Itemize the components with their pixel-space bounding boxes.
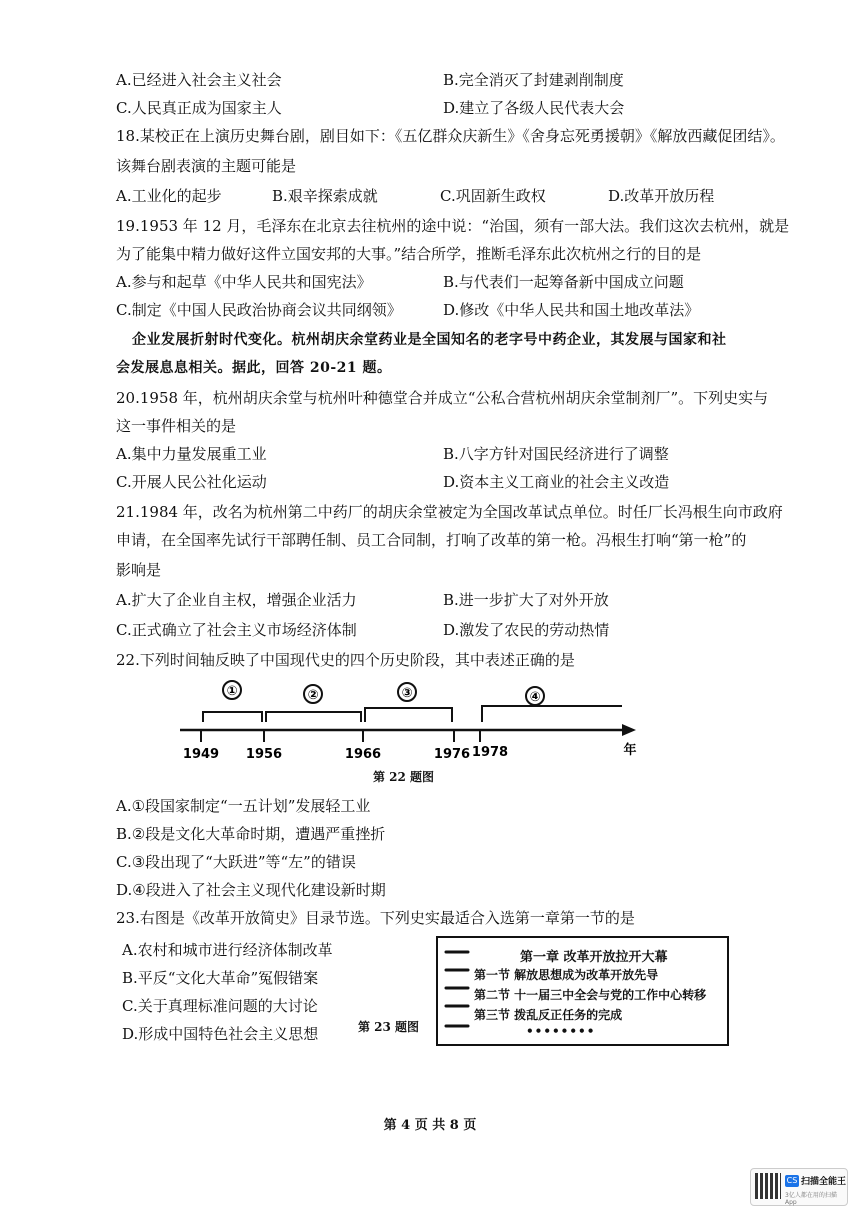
- stage-3-label: ③: [401, 686, 413, 701]
- q19-option-c: C.制定《中国人民政治协商会议共同纲领》: [116, 301, 402, 319]
- q23-contents-figure: [436, 936, 729, 1046]
- q23-option-a: A.农村和城市进行经济体制改革: [122, 941, 333, 959]
- stage-4-label: ④: [529, 690, 541, 705]
- q20-option-d: D.资本主义工商业的社会主义改造: [443, 473, 670, 491]
- q21-option-c: C.正式确立了社会主义市场经济体制: [116, 621, 357, 639]
- q23-figure-caption: 第 23 题图: [358, 1020, 420, 1034]
- q18-option-b: B.艰辛探索成就: [272, 187, 378, 205]
- scanner-logo: CS: [786, 1176, 798, 1185]
- q21-option-d: D.激发了农民的劳动热情: [443, 621, 610, 639]
- scanner-tagline: 3亿人都在用的扫描App: [785, 1192, 837, 1206]
- binder-rings-icon: [444, 946, 470, 1038]
- scanner-badge: [750, 1168, 848, 1206]
- q17-option-d: D.建立了各级人民代表大会: [443, 99, 625, 117]
- segment-bracket-4: [482, 706, 622, 722]
- axis-unit-label: 年: [623, 743, 637, 758]
- q22-figure-caption: 第 22 题图: [373, 770, 435, 784]
- q17-option-c: C.人民真正成为国家主人: [116, 99, 282, 117]
- passage-line1: 企业发展折射时代变化。杭州胡庆余堂药业是全国知名的老字号中药企业，其发展与国家和社: [132, 332, 727, 348]
- contents-section-2: 第二节 十一届三中全会与党的工作中心转移: [474, 988, 707, 1002]
- stage-1-label: ①: [226, 684, 238, 699]
- contents-chapter-title: 第一章 改革开放拉开大幕: [520, 950, 668, 965]
- year-1949: 1949: [182, 747, 220, 762]
- q23-stem: 23.右图是《改革开放简史》目录节选。下列史实最适合入选第一章第一节的是: [116, 909, 635, 927]
- q23-option-d: D.形成中国特色社会主义思想: [122, 1025, 319, 1043]
- q19-stem-line1: 19.1953 年 12 月，毛泽东在北京去往杭州的途中说：“治国，须有一部大法。我们这次去杭州，就是: [116, 217, 790, 235]
- q21-option-b: B.进一步扩大了对外开放: [443, 591, 609, 609]
- q17-option-a: A.已经进入社会主义社会: [116, 71, 282, 89]
- q22-option-c: C.③段出现了“大跃进”等“左”的错误: [116, 853, 356, 871]
- passage-line2: 会发展息息相关。据此，回答 20-21 题。: [116, 360, 392, 376]
- stage-2-label: ②: [307, 688, 319, 703]
- year-1966: 1966: [344, 747, 382, 762]
- q18-stem-line1: 18.某校正在上演历史舞台剧，剧目如下：《五亿群众庆新生》《舍身忘死勇援朝》《解放西藏促团结》。: [116, 127, 785, 145]
- year-1978: 1978: [471, 745, 509, 760]
- segment-bracket-1: [203, 712, 262, 722]
- q21-option-a: A.扩大了企业自主权，增强企业活力: [116, 591, 357, 609]
- q18-option-a: A.工业化的起步: [116, 187, 222, 205]
- q20-option-c: C.开展人民公社化运动: [116, 473, 267, 491]
- segment-bracket-3: [365, 708, 452, 722]
- qr-code-icon: [755, 1173, 781, 1199]
- q18-option-d: D.改革开放历程: [608, 187, 715, 205]
- q21-stem-line2: 申请，在全国率先试行干部聘任制、员工合同制，打响了改革的第一枪。冯根生打响“第一枪”的: [116, 531, 747, 549]
- q18-option-c: C.巩固新生政权: [440, 187, 546, 205]
- page-footer: 第 4 页 共 8 页: [383, 1118, 477, 1133]
- contents-ellipsis: ••••••••: [526, 1024, 596, 1038]
- q18-stem-line2: 该舞台剧表演的主题可能是: [116, 157, 297, 175]
- q20-option-a: A.集中力量发展重工业: [116, 445, 267, 463]
- segment-bracket-2: [266, 712, 361, 722]
- scanner-app-name: 扫描全能王: [801, 1177, 847, 1187]
- year-1956: 1956: [245, 747, 283, 762]
- q19-stem-line2: 为了能集中精力做好这件立国安邦的大事。”结合所学，推断毛泽东此次杭州之行的目的是: [116, 245, 702, 263]
- contents-section-1: 第一节 解放思想成为改革开放先导: [474, 968, 659, 982]
- q22-timeline-figure: [170, 674, 650, 766]
- q17-option-b: B.完全消灭了封建剥削制度: [443, 71, 624, 89]
- q22-option-b: B.②段是文化大革命时期，遭遇严重挫折: [116, 825, 386, 843]
- q21-stem-line1: 21.1984 年，改名为杭州第二中药厂的胡庆余堂被定为全国改革试点单位。时任厂长冯根生向市政府: [116, 503, 783, 521]
- q23-option-b: B.平反“文化大革命”冤假错案: [122, 969, 319, 987]
- year-1976: 1976: [433, 747, 471, 762]
- q22-option-a: A.①段国家制定“一五计划”发展轻工业: [116, 797, 371, 815]
- q19-option-d: D.修改《中华人民共和国土地改革法》: [443, 301, 700, 319]
- timeline-arrow-icon: [622, 724, 636, 736]
- q20-option-b: B.八字方针对国民经济进行了调整: [443, 445, 669, 463]
- q19-option-a: A.参与和起草《中华人民共和国宪法》: [116, 273, 372, 291]
- q19-option-b: B.与代表们一起筹备新中国成立问题: [443, 273, 684, 291]
- q20-stem-line2: 这一事件相关的是: [116, 417, 237, 435]
- q20-stem-line1: 20.1958 年，杭州胡庆余堂与杭州叶种德堂合并成立“公私合营杭州胡庆余堂制剂厂”。下列史实与: [116, 389, 769, 407]
- q21-stem-line3: 影响是: [116, 561, 162, 579]
- q22-option-d: D.④段进入了社会主义现代化建设新时期: [116, 881, 386, 899]
- q22-stem: 22.下列时间轴反映了中国现代史的四个历史阶段，其中表述正确的是: [116, 651, 575, 669]
- q23-option-c: C.关于真理标准问题的大讨论: [122, 997, 318, 1015]
- contents-section-3: 第三节 拨乱反正任务的完成: [474, 1008, 623, 1022]
